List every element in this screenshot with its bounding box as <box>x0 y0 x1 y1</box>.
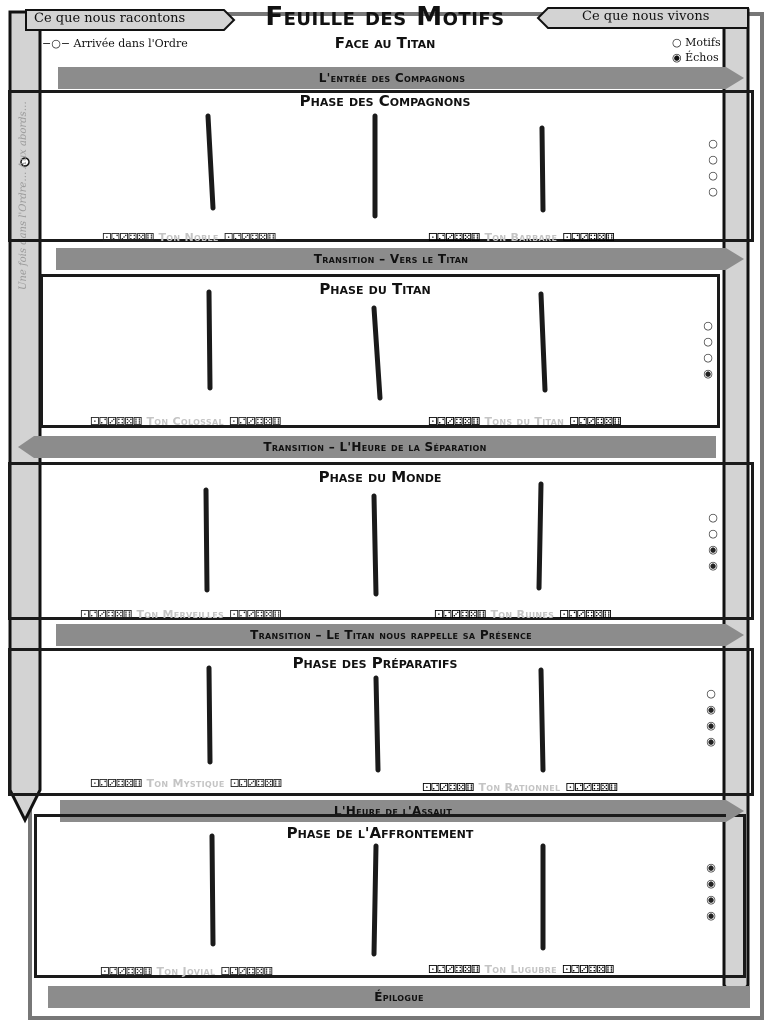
circle-markers-1: ○○○○ <box>708 137 718 198</box>
ton-label: Ton Ruines <box>490 608 555 621</box>
ton-label: Ton Merveilles <box>136 608 225 621</box>
ton-label: Tons du Titan <box>484 415 565 428</box>
arrival-marker-icon: −○− <box>42 37 71 50</box>
dice-icon: ⚀⚁⚂⚃⚄⚅ <box>561 963 614 976</box>
dice-icon: ⚀⚁⚂⚃⚄⚅ <box>229 608 281 621</box>
dice-icon: ⚀⚁⚂⚃⚄⚅ <box>559 608 611 621</box>
dice-icon: ⚀⚁⚂⚃⚄⚅ <box>428 963 480 976</box>
ton-label: Ton Jovial <box>156 965 216 978</box>
dice-icon: ⚀⚁⚂⚃⚄⚅ <box>80 608 132 621</box>
circle-markers-3: ○○◉◉ <box>708 511 718 572</box>
banner-right: Ce que nous vivons <box>582 9 710 24</box>
arrival-label: −○− Arrivée dans l'Ordre <box>42 37 188 50</box>
bar-transition-3: Transition – Le Titan nous rappelle sa Présence <box>56 624 726 646</box>
circle-markers-5: ◉◉◉◉ <box>706 861 716 922</box>
phase-title-1: Phase des Compagnons <box>299 92 471 110</box>
ton-label: Ton Noble <box>158 231 219 244</box>
dice-icon: ⚀⚁⚂⚃⚄⚅ <box>562 231 614 244</box>
bar-transition-2: Transition – L'Heure de la Séparation <box>34 436 716 458</box>
dice-icon: ⚀⚁⚂⚃⚄⚅ <box>228 415 281 428</box>
dice-icon: ⚀⚁⚂⚃⚄⚅ <box>434 608 486 621</box>
filled-circle-icon: ◉ <box>672 51 682 64</box>
dice-icon: ⚀⚁⚂⚃⚄⚅ <box>422 781 474 794</box>
phase-title-4: Phase des Préparatifs <box>292 654 458 672</box>
empty-circle-icon: ○ <box>672 36 682 49</box>
dice-icon: ⚀⚁⚂⚃⚄⚅ <box>428 231 480 244</box>
side-text: Une fois dans l'Ordre… Aux abords… <box>18 101 29 290</box>
dice-icon: ⚀⚁⚂⚃⚄⚅ <box>569 415 621 428</box>
phase-title-2: Phase du Titan <box>319 280 431 298</box>
legend-motifs: ○ Motifs <box>672 36 721 49</box>
bar-transition-1: Transition – Vers le Titan <box>56 248 726 270</box>
dice-icon: ⚀⚁⚂⚃⚄⚅ <box>90 415 142 428</box>
page-subtitle: Face au Titan <box>334 34 436 52</box>
bar-epilogue: Épilogue <box>48 986 750 1008</box>
circle-markers-4: ○◉◉◉ <box>706 687 716 748</box>
ton-label: Ton Mystique <box>146 777 225 790</box>
ton-label: Ton Lugubre <box>484 963 557 976</box>
banner-left: Ce que nous racontons <box>34 11 186 26</box>
dice-icon: ⚀⚁⚂⚃⚄⚅ <box>90 777 142 790</box>
dice-icon: ⚀⚁⚂⚃⚄⚅ <box>102 231 154 244</box>
ton-label: Ton Colossal <box>146 415 224 428</box>
bar-assaut: L'Heure de l'Assaut <box>60 800 726 822</box>
page-title: Feuille des Motifs <box>265 2 505 32</box>
legend-echos: ◉ Échos <box>672 51 719 64</box>
dice-icon: ⚀⚁⚂⚃⚄⚅ <box>229 777 282 790</box>
ton-label: Ton Barbare <box>484 231 558 244</box>
dice-icon: ⚀⚁⚂⚃⚄⚅ <box>223 231 276 244</box>
dice-icon: ⚀⚁⚂⚃⚄⚅ <box>565 781 617 794</box>
dice-icon: ⚀⚁⚂⚃⚄⚅ <box>100 965 152 978</box>
circle-markers-2: ○○○◉ <box>703 319 713 380</box>
phase-title-5: Phase de l'Affrontement <box>286 824 474 842</box>
dice-icon: ⚀⚁⚂⚃⚄⚅ <box>220 965 272 978</box>
dice-icon: ⚀⚁⚂⚃⚄⚅ <box>428 415 480 428</box>
ton-label: Ton Rationnel <box>478 781 561 794</box>
phase-title-3: Phase du Monde <box>318 468 442 486</box>
bar-entree: L'entrée des Compagnons <box>58 67 726 89</box>
